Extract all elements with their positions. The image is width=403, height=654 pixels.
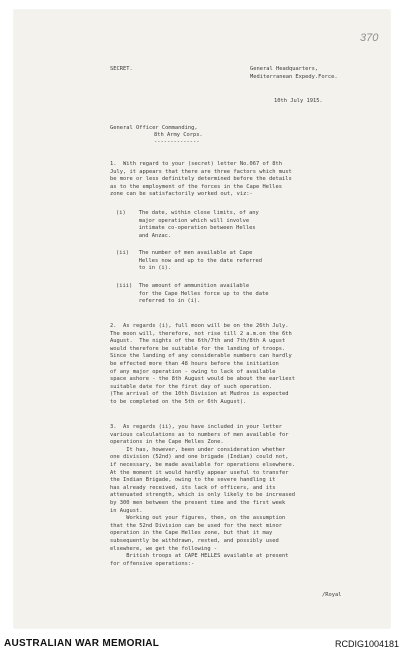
item-line: and Anzac. <box>116 232 172 239</box>
paragraph-line: of any major operation - owing to lack of available <box>110 368 276 375</box>
paragraph-line: suitable date for the first day of such operation. <box>110 383 273 390</box>
paragraph-line: subsequently be withdrawn, rested, and possibly used <box>110 538 279 544</box>
paragraph-line: that the 52nd Division can be used for the next minor <box>110 522 283 529</box>
paragraph-line: operations in the Cape Helles Zone. <box>110 439 224 446</box>
paragraph-line: It has, however, been under consideration whether <box>110 446 286 453</box>
paragraph-line: as to the employment of the forces in the Cape Helles <box>110 183 283 190</box>
item-line: (iii) The amount of ammunition available <box>116 283 250 289</box>
paragraph-line: space ashore - the 8th August would be about the earliest <box>110 376 295 383</box>
catchword: /Royal <box>322 592 342 598</box>
footer-bar <box>0 630 403 654</box>
item-line: Helles now and up to the date referred <box>116 257 263 264</box>
paragraph-line: if necessary, be made available for operations elsewhere. <box>110 462 295 468</box>
paragraph-line: attenuated strength, which is only likely to be increased <box>110 492 295 499</box>
item-line: to in (i). <box>116 265 172 272</box>
addressee-line-1: General Officer Commanding, <box>110 125 198 131</box>
item-line: referred to in (i). <box>116 298 201 305</box>
paragraph-line: the Indian Brigade, owing to the severe handling it <box>110 477 276 484</box>
paragraph-line: zone can be satisfactorily worked out, viz:- <box>110 191 253 198</box>
paragraph-line: Working out your figures, then, on the assumption <box>110 515 286 522</box>
separator: -------------- <box>154 139 200 145</box>
paragraph-line: has already received, its lack of officers, and its <box>110 484 276 491</box>
item-line: for the Cape Helles force up to the date <box>116 290 269 297</box>
page-number-annotation: 370 <box>360 32 379 44</box>
paragraph-line: would therefore be suitable for the landing of troops. <box>110 345 286 352</box>
item-line: intimate co-operation between Helles <box>116 225 256 232</box>
institution-name: AUSTRALIAN WAR MEMORIAL <box>4 638 160 649</box>
letter-date: 10th July 1915. <box>274 98 323 104</box>
paragraph-line: to be completed on the 5th or 6th August). <box>110 399 247 405</box>
sender-line-1: General Headquarters, <box>250 66 319 72</box>
classification: SECRET. <box>110 66 133 72</box>
paragraph-line: operation in the Cape Helles zone, but that it may <box>110 530 273 537</box>
paragraph-line: for offensive operations:- <box>110 560 195 567</box>
paragraph-line: British troops at CAPE HELLES available at present <box>110 553 289 560</box>
item-line: (i) The date, within close limits, of any <box>116 210 259 216</box>
paragraph-line: be more or less definitely determined before the details <box>110 176 292 183</box>
item-line: (ii) The number of men available at Cape <box>116 250 253 256</box>
paragraph-line: At the moment it would hardly appear useful to transfer <box>110 469 289 476</box>
document-page <box>14 10 390 628</box>
paragraph-line: elsewhere, we get the following - <box>110 545 218 552</box>
paragraph-line: (The arrival of the 10th Division at Mudros is expected <box>110 391 289 398</box>
paragraph-line: July, it appears that there are three factors which must <box>110 168 292 175</box>
paragraph-line: by 300 men between the present time and the first week <box>110 500 286 506</box>
paragraph-line: Since the landing of any considerable numbers can hardly <box>110 353 292 360</box>
paragraph-line: be effected more than 48 hours before the initiation <box>110 361 279 367</box>
record-id: RCDIG1004181 <box>334 639 399 649</box>
paragraph-line: 3. As regards (ii), you have included in your letter <box>110 424 283 430</box>
item-line: major operation which will involve <box>116 217 250 224</box>
paragraph-line: one division (52nd) and one brigade (Indian) could not, <box>110 454 289 461</box>
addressee-line-2: 8th Army Corps. <box>154 132 203 138</box>
paragraph-line: The moon will, therefore, not rise till 2 a.m.on the 6th <box>110 330 292 337</box>
sender-line-2: Mediterranean Expedy.Force. <box>250 74 338 80</box>
paragraph-line: in August. <box>110 507 143 514</box>
paragraph-line: various calculations as to numbers of men available for <box>110 431 289 438</box>
paragraph-line: 2. As regards (i), full moon will be on the 26th July. <box>110 323 289 329</box>
paragraph-line: 1. With regard to your (secret) letter No.067 of 8th <box>110 161 283 167</box>
paragraph-line: August. The nights of the 6th/7th and 7th/8th A ugust <box>110 338 286 345</box>
